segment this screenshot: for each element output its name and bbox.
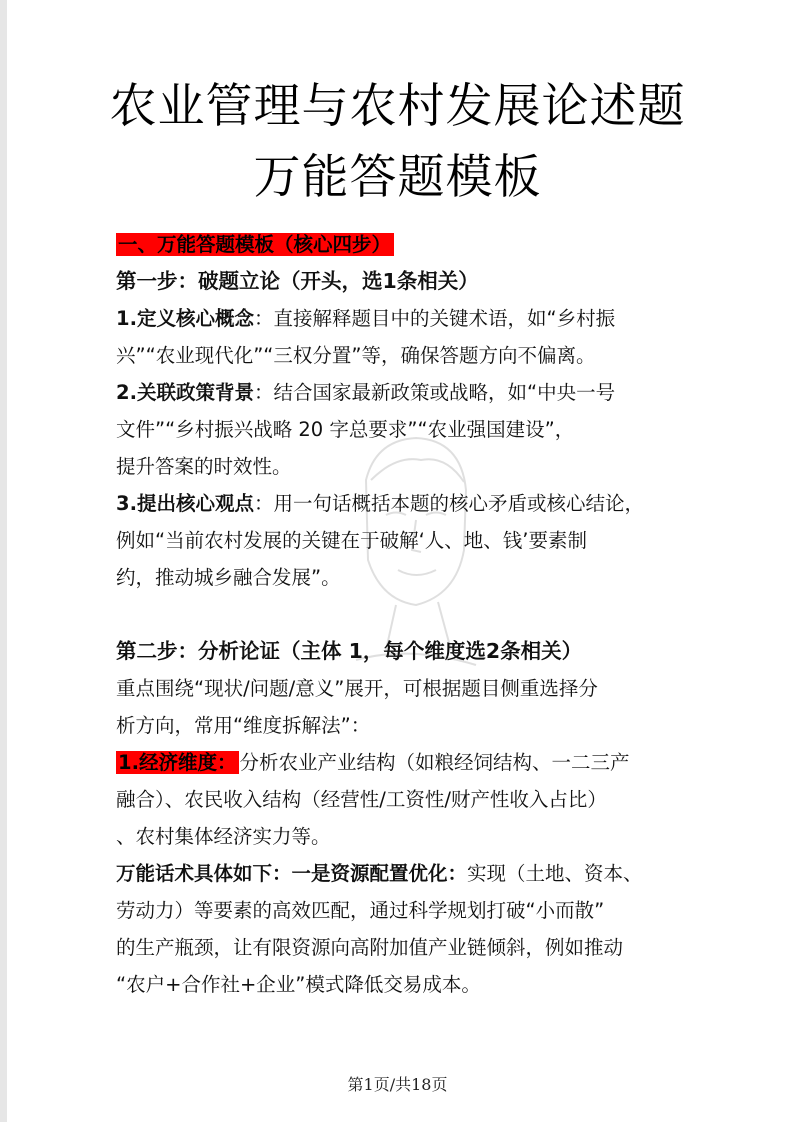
point-1-label: 1.定义核心概念 [116, 307, 254, 330]
economic-dimension-cont: 融合）、农民收入结构（经营性/工资性/财产性收入占比） [116, 788, 607, 811]
point-1-text: ：直接解释题目中的关键术语，如“乡村振 [253, 307, 616, 330]
economic-dimension-label: 1.经济维度： [116, 751, 239, 774]
step-2-heading: 第二步：分析论证（主体 1，每个维度选2条相关） [116, 639, 583, 663]
template-talk [116, 855, 696, 892]
economic-dimension [116, 744, 696, 781]
step-2-intro: 重点围绕“现状/问题/意义”展开，可根据题目侧重选择分 [116, 677, 598, 700]
section-1-heading: 一、万能答题模板（核心四步） [116, 233, 394, 256]
doc-title-line-2: 万能答题模板 [253, 150, 542, 205]
step-2-intro-cont: 析方向，常用“维度拆解法”： [116, 714, 371, 737]
template-talk-label: 万能话术具体如下：一是资源配置优化： [116, 862, 468, 885]
doc-title-line-1: 农业管理与农村发展论述题 [109, 79, 686, 134]
template-talk-cont2: 的生产瓶颈，让有限资源向高附加值产业链倾斜，例如推动 [116, 936, 624, 959]
step-1-point-3-cont: 例如“当前农村发展的关键在于破解‘人、地、钱’要素制 [116, 529, 587, 552]
step-1-point-1-cont: 兴”“农业现代化”“三权分置”等，确保答题方向不偏离。 [116, 344, 596, 367]
step-1-heading: 第一步：破题立论（开头，选1条相关） [116, 269, 479, 293]
step-1-point-3 [116, 485, 696, 522]
step-1-point-2 [116, 374, 696, 411]
template-talk-cont3: “农户+合作社+企业”模式降低交易成本。 [116, 973, 481, 996]
point-3-text: ：用一句话概括本题的核心矛盾或核心结论， [253, 492, 644, 515]
point-2-label: 2.关联政策背景 [116, 381, 254, 404]
economic-dimension-text: 分析农业产业结构（如粮经饲结构、一二三产 [239, 751, 630, 774]
step-1-point-3-cont2: 约，推动城乡融合发展”。 [116, 566, 341, 589]
economic-dimension-cont2: 、农村集体经济实力等。 [116, 825, 331, 848]
step-1-point-2-cont: 文件”“乡村振兴战略 20 字总要求”“农业强国建设”， [116, 418, 575, 441]
document-body [116, 226, 696, 1003]
template-talk-text: 实现（土地、资本、 [467, 862, 643, 885]
paragraph-gap [116, 596, 696, 633]
step-1-point-1 [116, 300, 696, 337]
point-2-text: ：结合国家最新政策或战略，如“中央一号 [253, 381, 616, 404]
step-1-point-2-cont2: 提升答案的时效性。 [116, 455, 292, 478]
point-3-label: 3.提出核心观点 [116, 492, 254, 515]
template-talk-cont: 劳动力）等要素的高效匹配，通过科学规划打破“小而散” [116, 899, 605, 922]
page-number: 第1页/共18页 [347, 1075, 448, 1094]
